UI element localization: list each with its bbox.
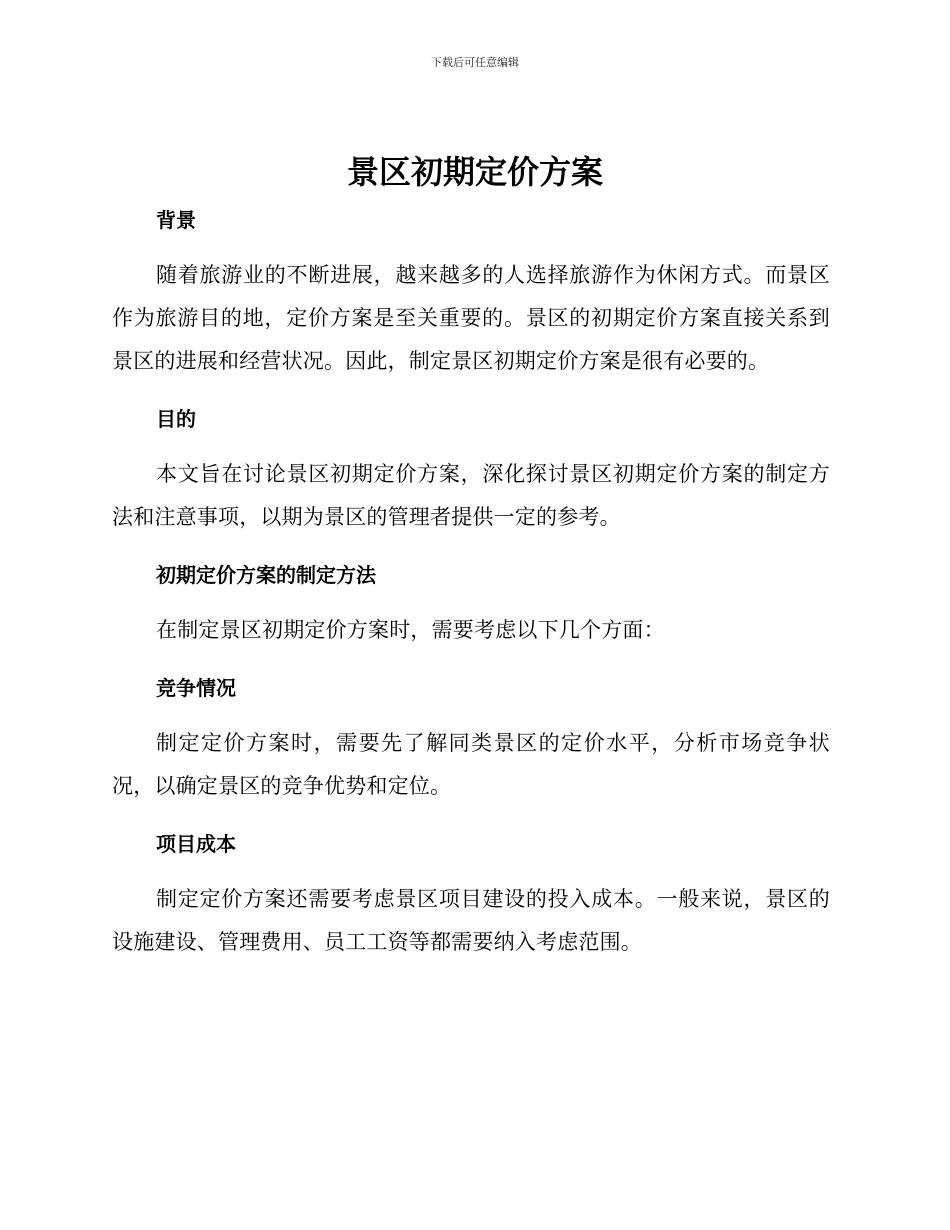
section-paragraph-purpose: 本文旨在讨论景区初期定价方案，深化探讨景区初期定价方案的制定方法和注意事项，以期为景区的管理者提供一定的参考。 [112,462,830,529]
section-paragraph-competition: 制定定价方案时，需要先了解同类景区的定价水平，分析市场竞争状况，以确定景区的竞争优势和定位。 [112,731,830,798]
section-paragraph-background: 随着旅游业的不断进展，越来越多的人选择旅游作为休闲方式。而景区作为旅游目的地，定价方案是至关重要的。景区的初期定价方案直接关系到景区的进展和经营状况。因此，制定景区初期定价方案是很有必要的。 [112,263,830,373]
section-heading-competition: 竞争情况 [156,676,236,700]
section-heading-purpose: 目的 [156,407,196,431]
section-paragraph-cost: 制定定价方案还需要考虑景区项目建设的投入成本。一般来说，景区的设施建设、管理费用、员工工资等都需要纳入考虑范围。 [112,887,830,954]
section-heading-cost: 项目成本 [156,832,236,856]
section-heading-method: 初期定价方案的制定方法 [156,563,376,587]
section-paragraph-method: 在制定景区初期定价方案时，需要考虑以下几个方面： [156,618,665,642]
document-title: 景区初期定价方案 [346,153,603,191]
section-heading-background: 背景 [156,208,196,232]
document-body [112,200,830,964]
header-note: 下载后可任意编辑 [431,56,519,69]
